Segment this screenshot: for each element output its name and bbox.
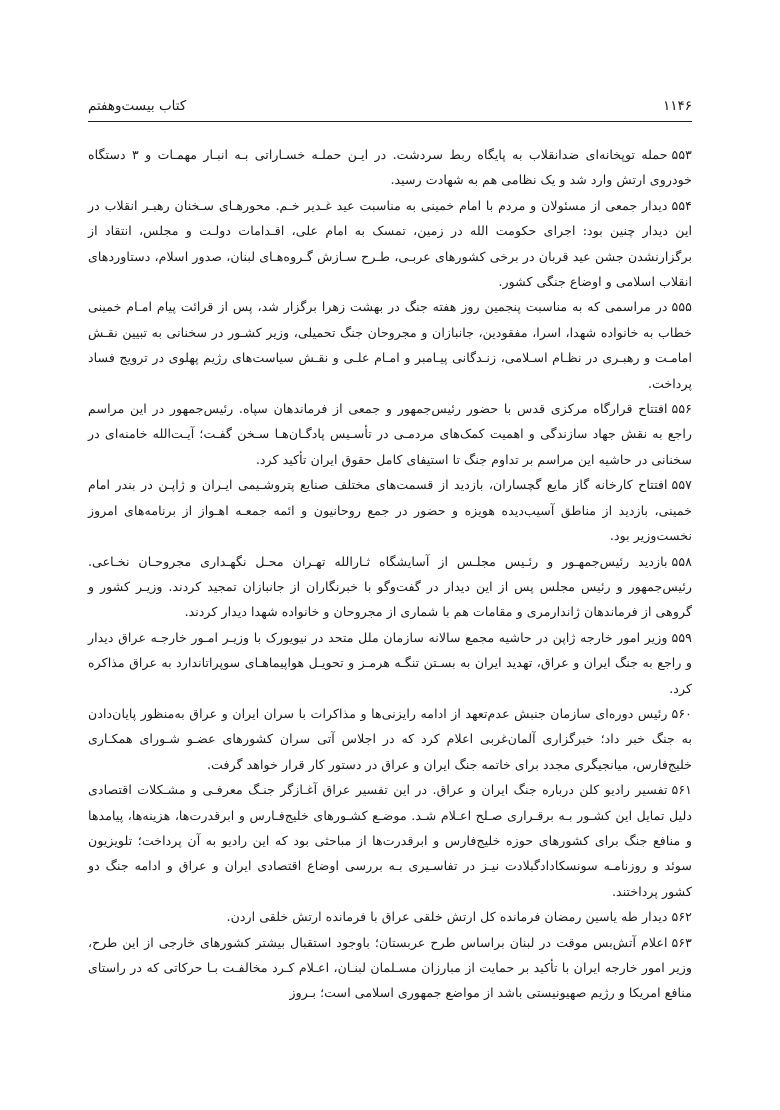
entry-text: افتتاح قرارگاه مرکزی قدس با حضور رئیس‌جمهور و جمعی از فرماندهان سپاه. رئیس‌جمهور در این مراسم راجع به نقش جهاد سازندگی و اهمیت کمک‌های مردمـی در تأسـیس پادگـان‌هـا سـخن گفـت؛ آیـت‌الله خامنه‌ای در سخنانی در حاشیه این مراسم بر تداوم جنگ تا استیفای کامل حقوق ایران تأکید کرد.: [88, 401, 692, 467]
entry-number: ۵۵۳: [671, 147, 692, 162]
chronology-entry: [88, 625, 692, 701]
entry-text: افتتاح کارخانه گاز مایع گچساران، بازدید از قسمت‌های مختلف صنایع پتروشـیمی ایـران و ژاپـن در بندر امام خمینی، بازدید از مناطق آسیب‌دیده هویزه و حضور در جمع روحانیون و ائمه جمعـه اهـواز از برنامه‌های امروز نخست‌وزیر بود.: [88, 477, 692, 544]
page-number: ۱۱۴۶: [662, 98, 692, 114]
chronology-entry: [88, 472, 692, 548]
chronology-entry: [88, 142, 692, 193]
entry-number: ۵۶۳: [671, 934, 692, 950]
book-title: کتاب بیست‌وهفتم: [88, 98, 187, 114]
chronology-entry: [88, 193, 692, 295]
entry-text: رئیس دوره‌ای سازمان جنبش عدم‌تعهد از ادامه رایزنی‌ها و مذاکرات با سران ایران و عراق به‌منظور پایان‌دادن به جنگ خبر داد؛ خبرگزاری آلمان‌غربی اعلام کرد که در اجلاس آتی سران کشورهای عضـو شـورای همکـاری خلیج‌فارس، میانجیگری مجدد برای خاتمه جنگ ایران و عراق در دستور کار قرار خواهد گرفت.: [88, 705, 692, 772]
entry-number: ۵۶۱: [671, 782, 692, 798]
chronology-entry: [88, 930, 692, 1006]
chronology-entry: [88, 777, 692, 904]
entry-number: ۵۵۹: [671, 629, 692, 645]
entry-number: ۵۵۷: [671, 477, 692, 493]
entry-number: ۵۵۸: [671, 553, 692, 569]
entry-text: اعلام آتش‌بس موقت در لبنان براساس طرح عربستان؛ باوجود استقبال بیشتر کشورهای خارجی از این طرح، وزیر امور خارجه ایران با تأکید بر حمایت از مبارزان مسـلمان لبنـان، اعـلام کـرد مخالفـت بـا حرکاتی که در راستای منافع امریکا و رژیم صهیونیستی باشد از مواضع جمهوری اسلامی است؛ بـروز: [88, 934, 692, 1001]
header-rule: [88, 121, 692, 122]
chronology-entry: [88, 294, 692, 396]
entry-number: ۵۶۰: [671, 705, 692, 721]
entry-number: ۵۶۲: [671, 909, 692, 925]
page-header: [88, 88, 692, 114]
entry-text: تفسیر رادیو کلن درباره جنگ ایران و عراق. در این تفسیر عراق آغـازگر جنـگ معرفـی و مشـکلات اقتصادی دلیل تمایل این کشـور بـه برقـراری صـلح اعـلام شـد. موضـع کشـورهای خلیج‌فـارس و ابرقدرت‌ها، هزینه‌ها، پیامدها و منافع جنگ برای کشورهای حوزه خلیج‌فارس و ابرقدرت‌ها از مباحثی بود که این رادیو به آن پرداخت؛ تلویزیون سوئد و روزنامـه سونسکادادگبلادت نیـز در تفاسـیری بـه بررسی اوضاع اقتصادی ایران و عراق و ادامه جنگ دو کشور پرداختند.: [88, 782, 692, 899]
entry-number: ۵۵۵: [671, 299, 692, 315]
chronology-entry: [88, 396, 692, 472]
entry-text: حمله توپخانه‌ای ضدانقلاب به پایگاه ربط سردشت. در ایـن حملـه خسـاراتی بـه انبـار مهمـات و ۳ دستگاه خودروی ارتش وارد شد و یک نظامی هم به شهادت رسید.: [88, 147, 692, 188]
chronology-entry: [88, 701, 692, 777]
chronology-list: [88, 142, 692, 1006]
entry-text: دیدار طه یاسین رمضان فرمانده کل ارتش خلقی عراق با فرمانده ارتش خلقی اردن.: [226, 909, 668, 925]
chronology-entry: [88, 549, 692, 625]
entry-text: در مراسمی که به مناسبت پنجمین روز هفته جنگ در بهشت زهرا برگزار شد، پس از قرائت پیام امـام خمینی خطاب به خانواده شهدا، اسرا، مفقودین، جانبازان و مجروحان جنگ تحمیلی، وزیر کشـور در سخنانی به تبیین نقـش امامـت و رهبـری در نظـام اسـلامی، زنـدگانی پیـامبر و امـام علـی و نقـش سیاست‌های رژیم پهلوی در ترویج فساد پرداخت.: [88, 299, 692, 391]
entry-text: وزیر امور خارجه ژاپن در حاشیه مجمع سالانه سازمان ملل متحد در نیویورک با وزیـر امـور خارجـه عراق دیدار و راجع به جنگ ایران و عراق، تهدید ایران به بسـتن تنگـه هرمـز و تحویـل هواپیماهـای سوپراتاندارد به عراق مذاکره کرد.: [88, 629, 692, 696]
entry-number: ۵۵۴: [671, 197, 692, 213]
entry-number: ۵۵۶: [671, 401, 692, 417]
chronology-entry: [88, 904, 692, 929]
entry-text: دیدار جمعی از مسئولان و مردم با امام خمینی به مناسبت عید غـدیر خـم. محورهـای سـخنان رهبـر انقلاب در این دیدار چنین بود: اجرای حکومت الله در زمین، تمسک به امام علی، اقـدامات دولـت و مجلس، انتقاد از برگزارنشدن جشن عید قربان در برخی کشورهای عربـی، طـرح سـازش گـروه‌هـای لبنان، صدور اسلام، دستاوردهای انقلاب اسلامی و اوضاع جنگی کشور.: [88, 197, 692, 290]
entry-text: بازدید رئیس‌جمهـور و رئـیس مجلـس از آسایشگاه ثـارالله تهـران محـل نگهـداری مجروحـان نخـاعی. رئیس‌جمهور و رئیس مجلس پس از این دیدار در گفت‌وگو با خبرنگاران از جانبازان تمجید کردند. وزیـر کشور و گروهی از فرماندهان ژاندارمری و مقامات هم با شماری از مجروحان و خانواده شهدا دیدار کردند.: [88, 553, 692, 620]
